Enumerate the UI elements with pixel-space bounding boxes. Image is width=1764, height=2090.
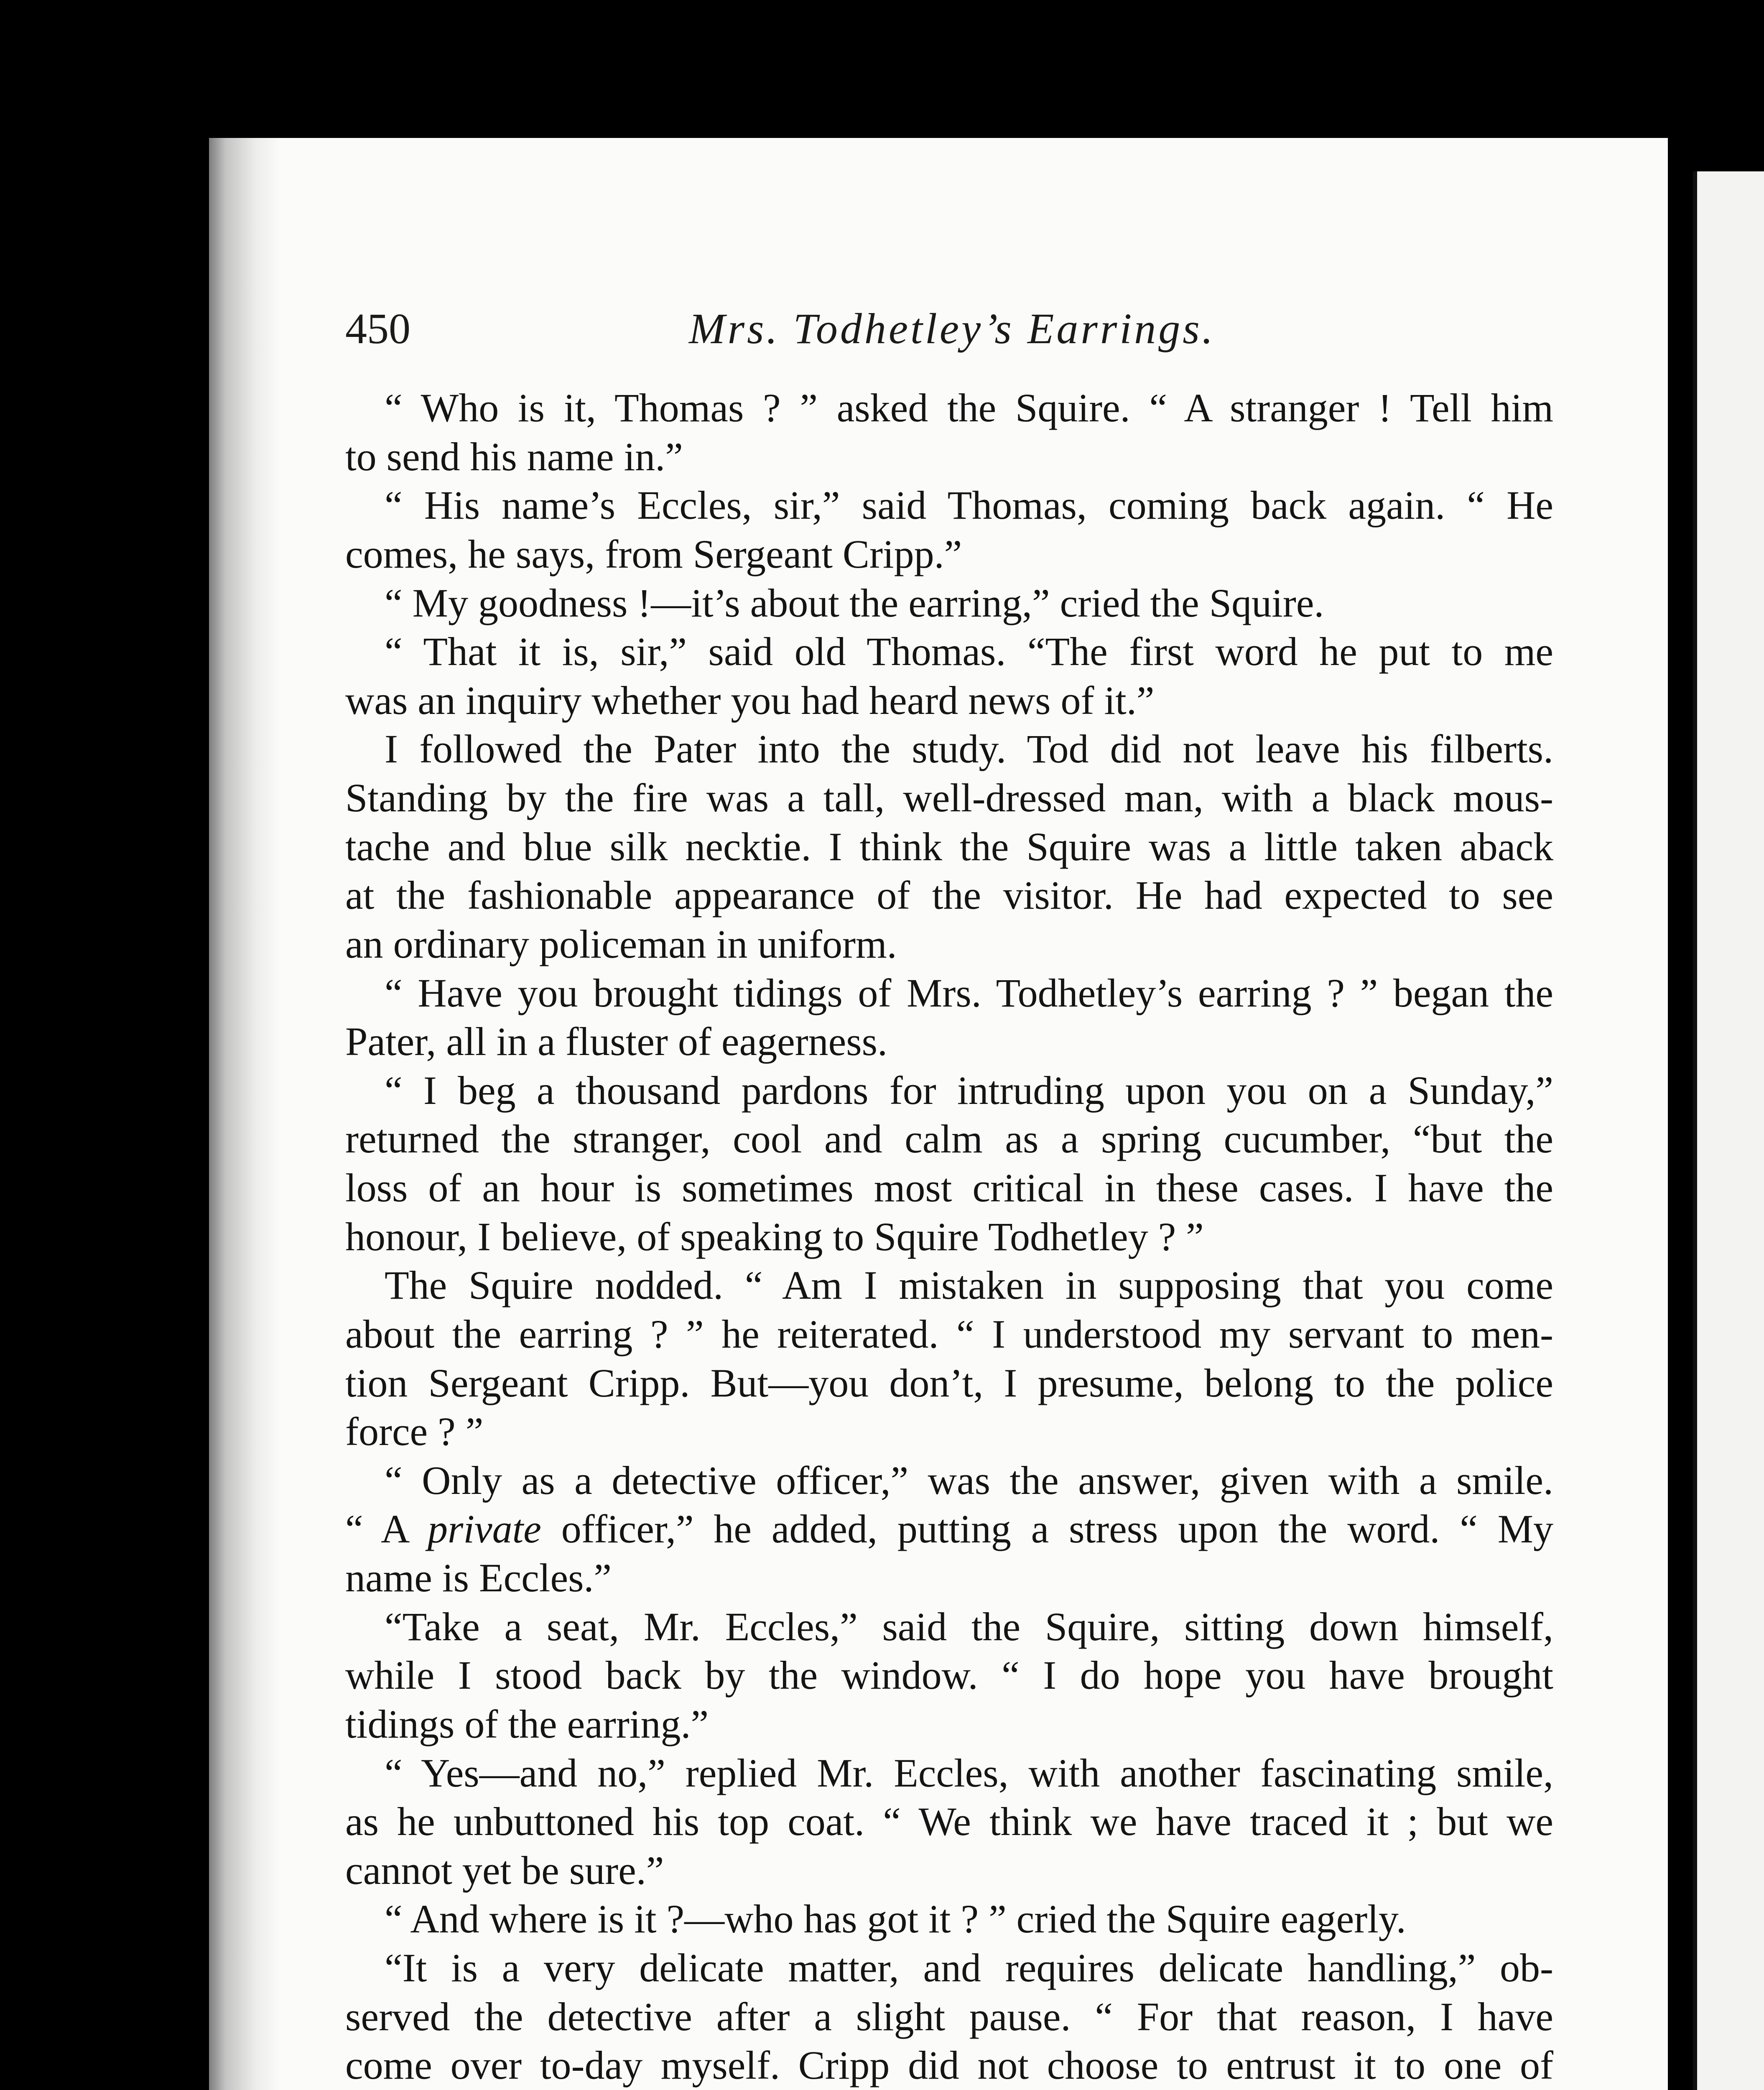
text-line: name is Eccles.” [345,1555,612,1600]
text-line: tion Sergeant Cripp. But—you don’t, I presume, belong to the police [345,1360,1553,1405]
text-line: at the fashionable appearance of the visitor. He had expected to see [345,873,1553,918]
text-segment: “ A [345,1506,428,1552]
text-line: The Squire nodded. “ Am I mistaken in supposing that you come [385,1263,1553,1308]
text-line: come over to-day myself. Cripp did not choose to entrust it to one of [345,2043,1553,2088]
text-line: “ His name’s Eccles, sir,” said Thomas, coming back again. “ He [385,483,1553,528]
text-line: “It is a very delicate matter, and requires delicate handling,” ob- [385,1945,1553,1990]
text-line: “ My goodness !—it’s about the earring,” cried the Squire. [385,580,1324,625]
text-line: “ Have you brought tidings of Mrs. Todhetley’s earring ? ” began the [385,970,1553,1015]
text-line: about the earring ? ” he reiterated. “ I understood my servant to men- [345,1311,1553,1356]
text-line: returned the stranger, cool and calm as a spring cucumber, “but the [345,1116,1553,1162]
text-line: loss of an hour is sometimes most critical in these cases. I have the [345,1165,1553,1210]
text-line: cannot yet be sure.” [345,1848,664,1893]
text-line: “ Yes—and no,” replied Mr. Eccles, with another fascinating smile, [385,1750,1553,1795]
text-line: tidings of the earring.” [345,1701,709,1746]
text-line: served the detective after a slight pause. “ For that reason, I have [345,1994,1553,2039]
text-line: to send his name in.” [345,434,683,479]
text-line: honour, I believe, of speaking to Squire Todhetley ? ” [345,1214,1204,1259]
text-line: as he unbuttoned his top coat. “ We think we have traced it ; but we [345,1799,1553,1844]
text-line: was an inquiry whether you had heard news of it.” [345,678,1155,723]
text-line: Pater, all in a fluster of eagerness. [345,1019,887,1064]
text-line: “ That it is, sir,” said old Thomas. “The first word he put to me [385,629,1553,674]
text-segment: officer,” he added, putting a stress upon the word. “ My [541,1506,1554,1552]
text-line: comes, he says, from Sergeant Cripp.” [345,531,962,576]
facing-page-edge [1693,171,1764,2090]
text-line: force ? ” [345,1409,484,1454]
text-line: while I stood back by the window. “ I do hope you have brought [345,1653,1553,1698]
text-line: “Take a seat, Mr. Eccles,” said the Squire, sitting down himself, [385,1604,1553,1649]
text-line: an ordinary policeman in uniform. [345,921,897,966]
running-title: Mrs. Todhetley’s Earrings. [689,305,1216,353]
text-line: “ I beg a thousand pardons for intruding upon you on a Sunday,” [385,1068,1553,1113]
text-line: I followed the Pater into the study. Tod did not leave his filberts. [385,726,1553,772]
text-line: tache and blue silk necktie. I think the Squire was a little taken aback [345,824,1553,869]
text-line: “ Only as a detective officer,” was the answer, given with a smile. [385,1458,1553,1503]
body-text [345,384,1553,2090]
text-line: Standing by the fire was a tall, well-dressed man, with a black mous- [345,775,1553,820]
italic-word: private [427,1506,541,1552]
text-line: “ And where is it ?—who has got it ? ” cried the Squire eagerly. [385,1896,1406,1942]
text-line: “ Who is it, Thomas ? ” asked the Squire. “ A stranger ! Tell him [385,385,1553,430]
text-line [345,1505,1553,1554]
page-number: 450 [345,305,410,353]
